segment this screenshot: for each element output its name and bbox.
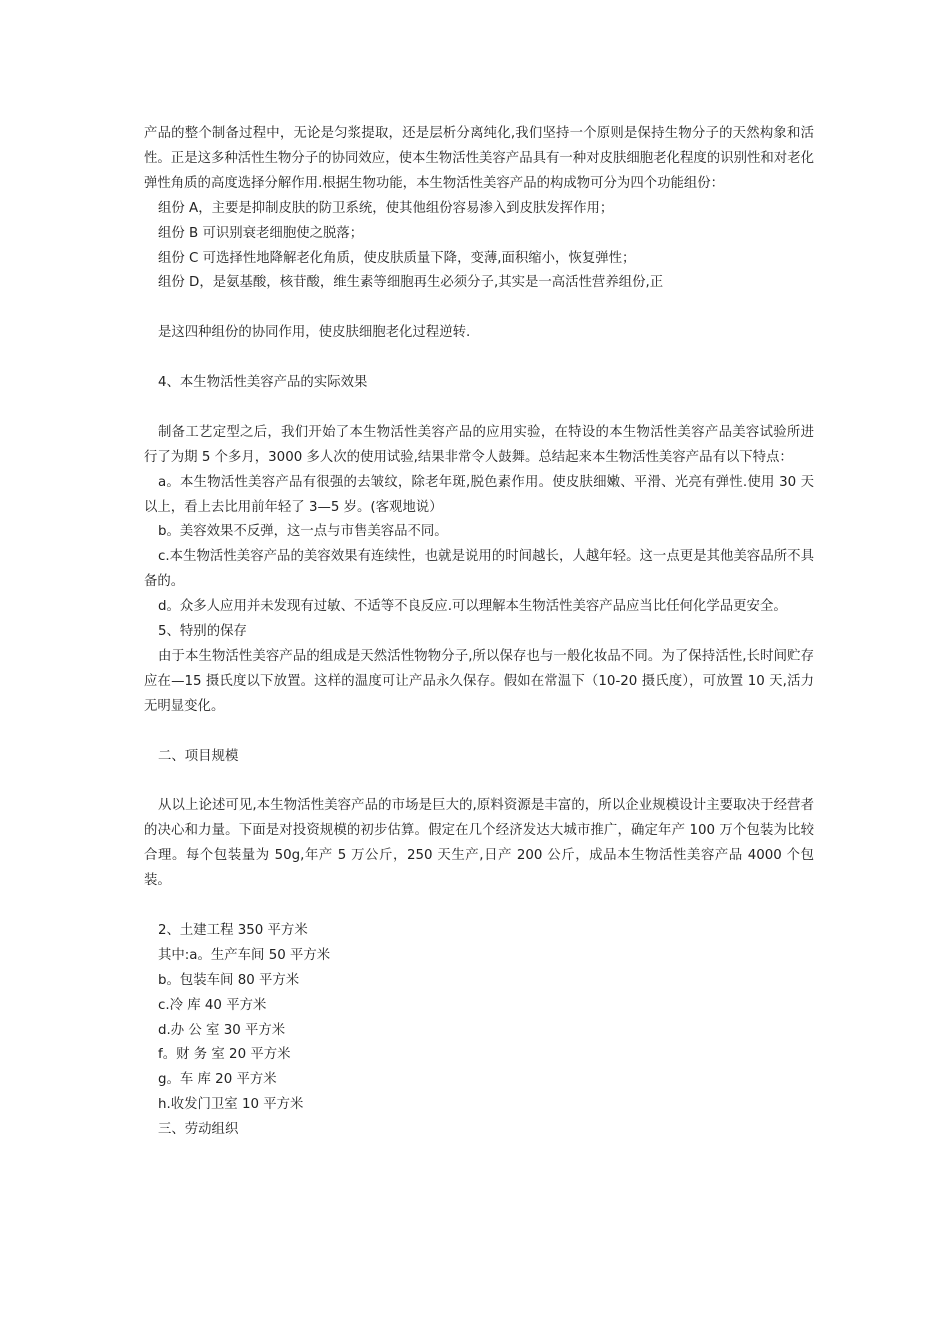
- list-item-d: d。众多人应用并未发现有过敏、不适等不良反应.可以理解本生物活性美容产品应当比任何化学品更安全。: [158, 599, 787, 615]
- list-item-production: 其中:a。生产车间 50 平方米: [158, 947, 331, 963]
- blank-line: [144, 346, 814, 371]
- paragraph-component-b: 组份 B 可识别衰老细胞使之脱落；: [158, 225, 364, 241]
- list-item-b: b。美容效果不反弹，这一点与市售美容品不同。: [158, 524, 448, 540]
- paragraph-scale: 从以上论述可见,本生物活性美容产品的市场是巨大的,原料资源是丰富的，所以企业规模设计主要取决于经营者的决心和力量。下面是对投资规模的初步估算。假定在几个经济发达大城市推广，确定年产 100 万个包装为比较合理。每个包装量为 50g,年产 5 万公斤，250 天生产,日产 200 公斤，成品本生物活性美容产品 4000 个包装。: [144, 798, 814, 889]
- list-item-garage: g。车 库 20 平方米: [158, 1072, 277, 1088]
- document-body: [144, 122, 814, 1143]
- blank-line: [144, 296, 814, 321]
- paragraph-storage: 由于本生物活性美容产品的组成是天然活性物物分子,所以保存也与一般化妆品不同。为了保持活性,长时间贮存应在—15 摄氏度以下放置。这样的温度可让产品永久保存。假如在常温下（10-20 摄氏度），可放置 10 天,活力无明显变化。: [144, 648, 814, 714]
- list-item-c: c.本生物活性美容产品的美容效果有连续性，也就是说用的时间越长，人越年轻。这一点更是其他美容品所不具备的。: [144, 549, 814, 590]
- blank-line: [144, 770, 814, 795]
- section-heading-effects: 4、本生物活性美容产品的实际效果: [158, 375, 368, 391]
- section-heading-storage: 5、特别的保存: [158, 624, 247, 640]
- paragraph-trial: 制备工艺定型之后，我们开始了本生物活性美容产品的应用实验，在特设的本生物活性美容产品美容试验所进行了为期 5 个多月，3000 多人次的使用试验,结果非常令人鼓舞。总结起来本生物活性美容产品有以下特点：: [144, 424, 814, 465]
- paragraph-component-a: 组份 A，主要是抑制皮肤的防卫系统，使其他组份容易渗入到皮肤发挥作用；: [158, 200, 614, 216]
- blank-line: [144, 720, 814, 745]
- paragraph-component-d: 组份 D，是氨基酸，核苷酸，维生素等细胞再生必须分子,其实是一高活性营养组份,正: [158, 275, 664, 291]
- list-item-cold-storage: c.冷 库 40 平方米: [158, 997, 267, 1013]
- section-heading-construction: 2、土建工程 350 平方米: [158, 922, 308, 938]
- blank-line: [144, 894, 814, 919]
- paragraph-component-c: 组份 C 可选择性地降解老化角质，使皮肤质量下降，变薄,面积缩小，恢复弹性；: [158, 250, 636, 266]
- list-item-a: a。本生物活性美容产品有很强的去皱纹，除老年斑,脱色素作用。使皮肤细嫩、平滑、光亮有弹性.使用 30 天以上，看上去比用前年轻了 3—5 岁。(客观地说）: [144, 474, 814, 515]
- section-heading-labor: 三、劳动组织: [158, 1122, 239, 1138]
- paragraph-intro: 产品的整个制备过程中，无论是匀浆提取，还是层析分离纯化,我们坚持一个原则是保持生物分子的天然构象和活性。正是这多种活性生物分子的协同效应，使本生物活性美容产品具有一种对皮肤细胞老化程度的识别性和对老化弹性角质的高度选择分解作用.根据生物功能，本生物活性美容产品的构成物可分为四个功能组份：: [144, 126, 814, 191]
- list-item-packaging: b。包装车间 80 平方米: [158, 972, 300, 988]
- list-item-guard-room: h.收发门卫室 10 平方米: [158, 1097, 304, 1113]
- paragraph-synergy: 是这四种组份的协同作用，使皮肤细胞老化过程逆转.: [158, 325, 471, 341]
- section-heading-scale: 二、项目规模: [158, 748, 239, 764]
- blank-line: [144, 396, 814, 421]
- list-item-office: d.办 公 室 30 平方米: [158, 1022, 286, 1038]
- list-item-finance: f。财 务 室 20 平方米: [158, 1047, 291, 1063]
